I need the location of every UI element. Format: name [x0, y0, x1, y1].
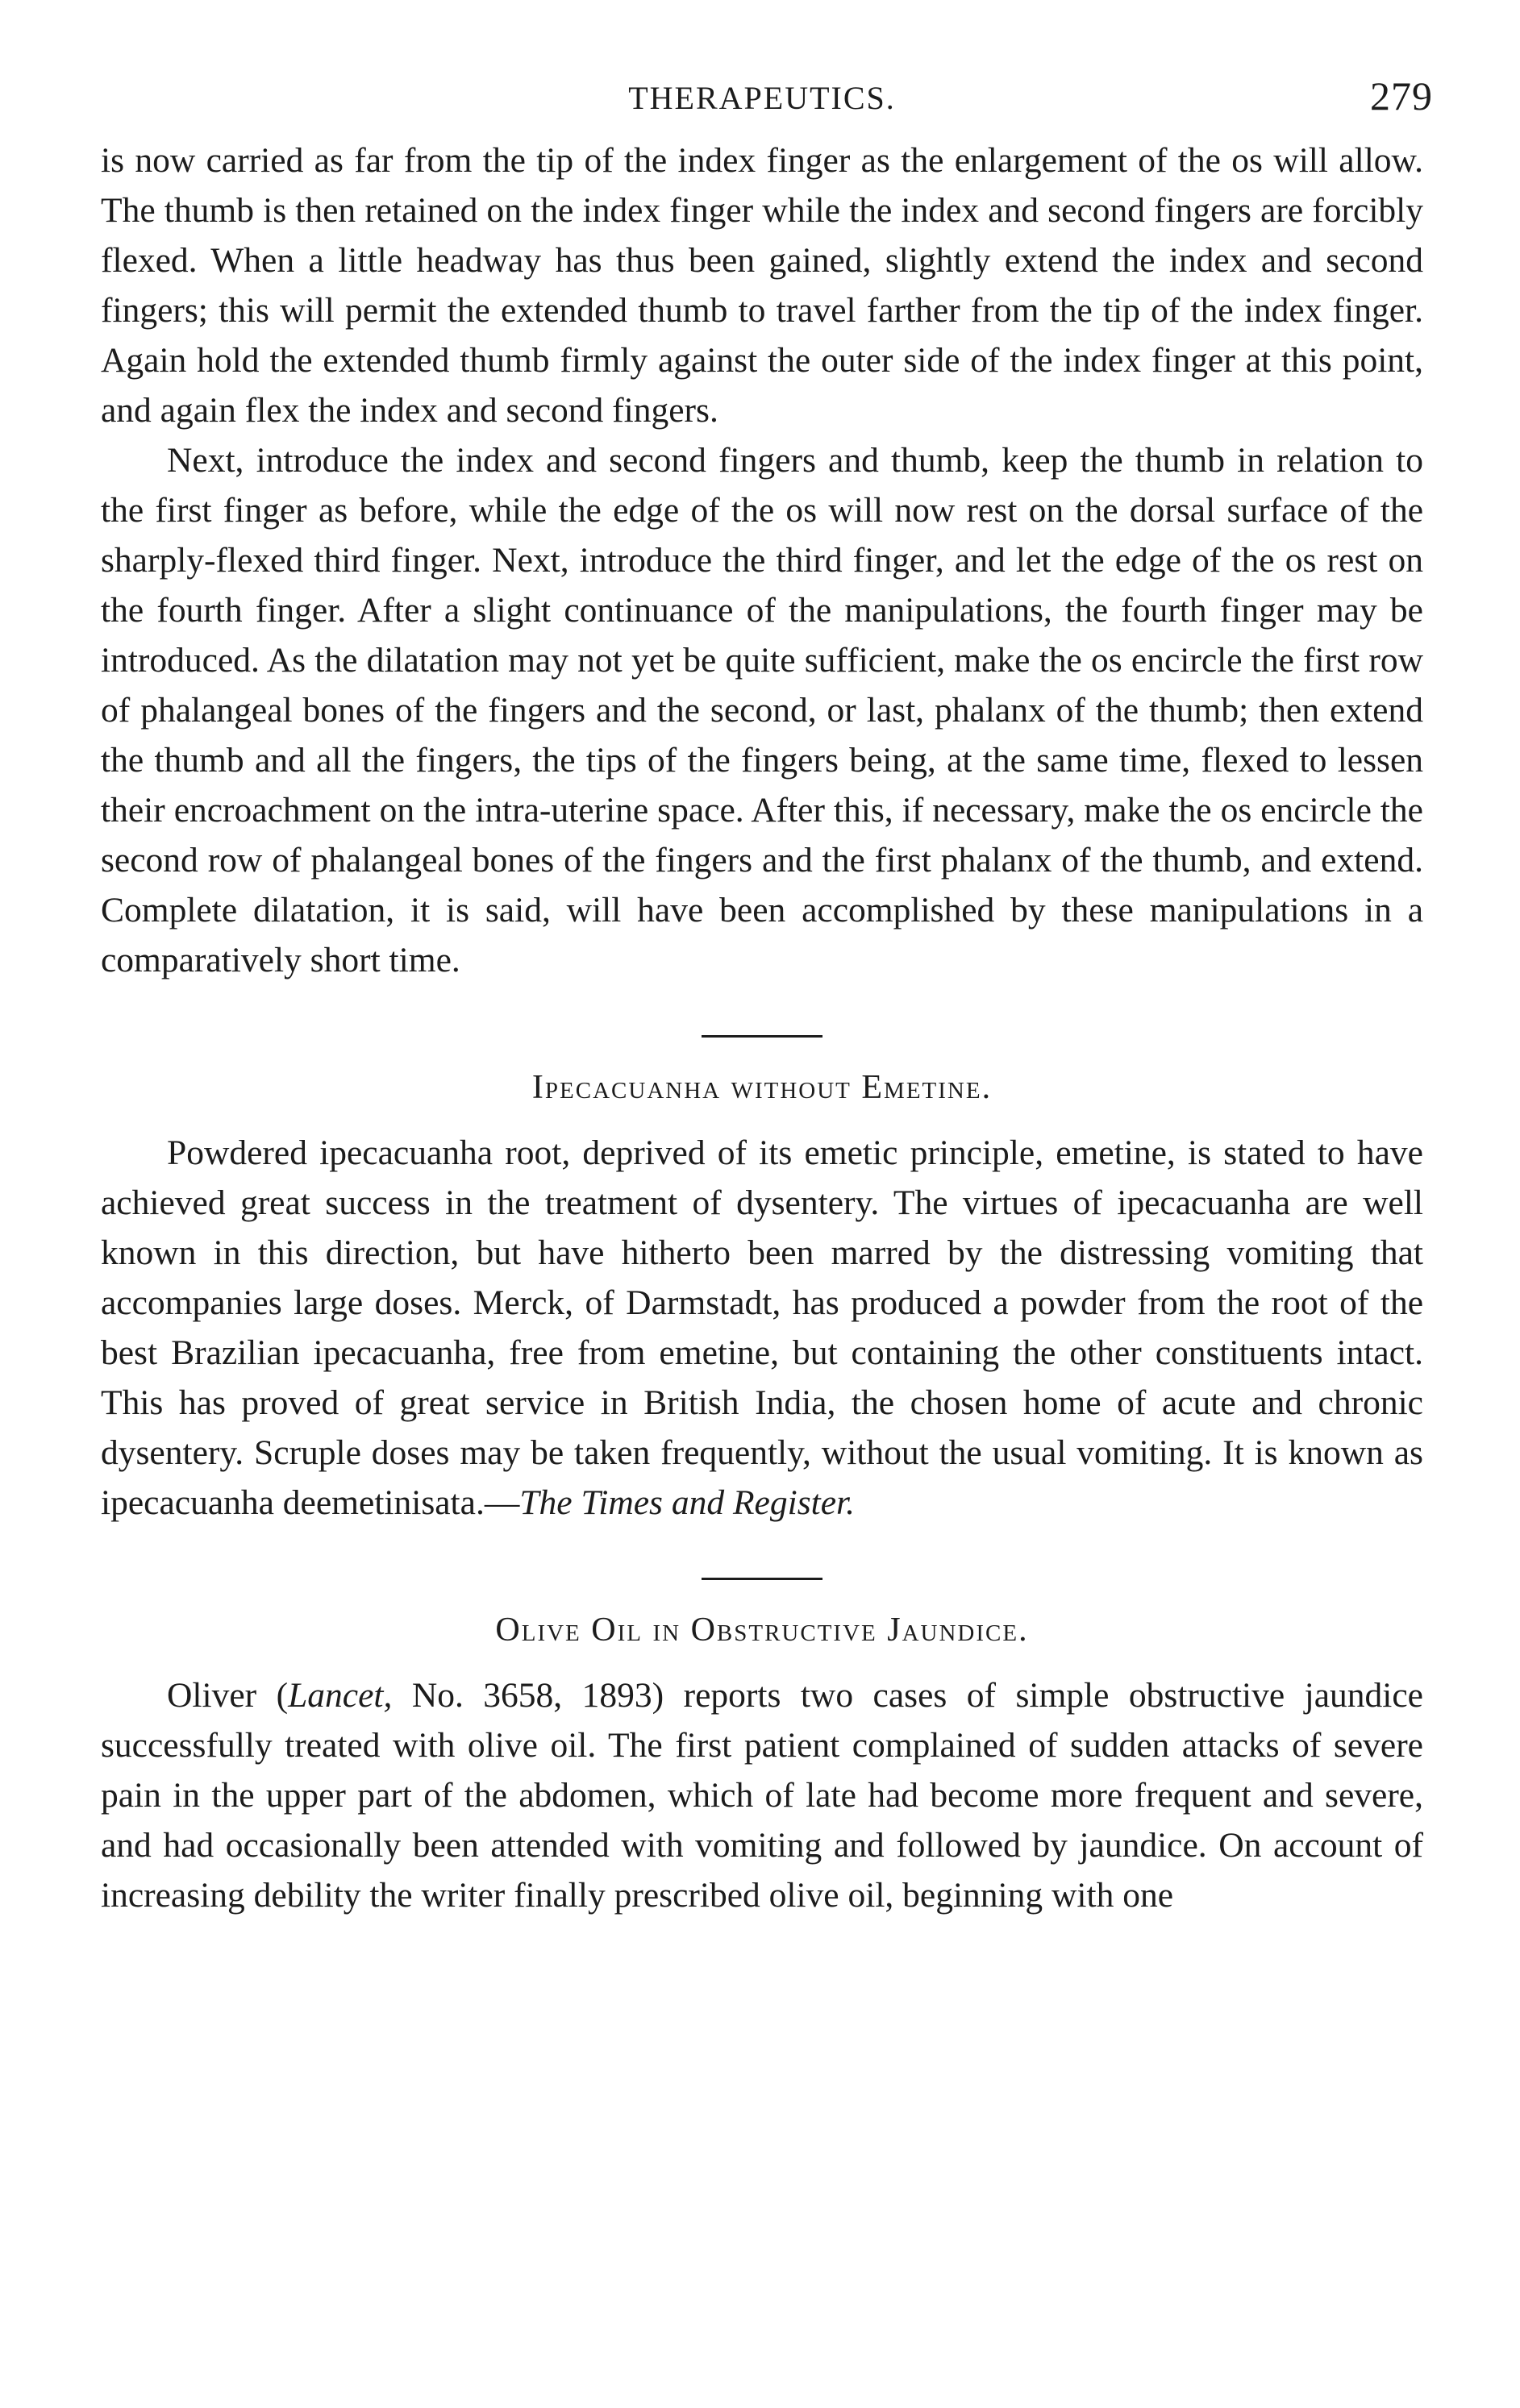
running-title: THERAPEUTICS. [628, 80, 896, 116]
section-heading-olive-oil: Olive Oil in Obstructive Jaundice. [495, 1612, 1029, 1649]
running-head [101, 71, 1433, 135]
paragraph-ipecacuanha [101, 1128, 1423, 1528]
section-heading-ipecacuanha: Ipecacuanha without Emetine. [531, 1069, 993, 1106]
journal-name: Lancet, [288, 1676, 393, 1715]
paragraph-next-introduce: Next, introduce the index and second fingers and thumb, keep the thumb in relation to the first finger as before, while the edge of the os will now rest on the dorsal surface of the sharply-flexed third finger. Next, introduce the third finger, and let the edge of the os rest on the fourth finger. After a slight continuance of the manipulations, the fourth finger may be introduced. As the dilatation may not yet be quite sufficient, make the os encircle the first row of phalangeal bones of the fingers and the second, or last, phalanx of the thumb; then extend the thumb and all the fingers, the tips of the fingers being, at the same time, flexed to lessen their encroachment on the intra-uterine space. After this, if necessary, make the os encircle the second row of phalangeal bones of the fingers and the first phalanx of the thumb, and extend. Complete dilatation, it is said, will have been accomplished by these manipulations in a comparatively short time. [101, 441, 1423, 979]
page-number: 279 [1370, 73, 1433, 119]
book-page [101, 71, 1433, 1920]
ipecacuanha-body-text: Powdered ipecacuanha root, deprived of its emetic principle, emetine, is stated to have achieved great success in the treatment of dysentery. The virtues of ipecacuanha are well known in this direction, but have hitherto been marred by the distressing vomiting that accompanies large doses. Merck, of Darmstadt, has produced a powder from the root of the best Brazilian ipecacuanha, free from emetine, but containing the other constituents intact. This has proved of great service in British India, the chosen home of acute and chronic dysentery. Scruple doses may be taken frequently, without the usual vomiting. It is known as ipecacuanha deemetinisata.— [101, 1133, 1423, 1522]
section-divider [702, 1578, 822, 1580]
olive-oil-body-start: Oliver ( [167, 1676, 289, 1715]
source-citation: The Times and Register. [519, 1483, 855, 1522]
paragraph-continued: is now carried as far from the tip of the index finger as the enlargement of the os will allow. The thumb is then retained on the index finger while the index and second fingers are forcibly flexed. When a little headway has thus been gained, slightly extend the index and second fingers; this will permit the extended thumb to travel farther from the tip of the index finger. Again hold the extended thumb firmly against the outer side of the index finger at this point, and again flex the index and second fingers. [101, 141, 1423, 430]
section-divider [702, 1035, 822, 1038]
olive-oil-body-rest: No. 3658, 1893) reports two cases of simple obstructive jaundice successfully treated with olive oil. The first patient complained of sudden attacks of severe pain in the upper part of the abdomen, which of late had become more frequent and severe, and had occasionally been attended with vomiting and followed by jaundice. On account of increasing debility the writer finally prescribed olive oil, beginning with one [101, 1676, 1423, 1915]
paragraph-olive-oil [101, 1670, 1423, 1920]
